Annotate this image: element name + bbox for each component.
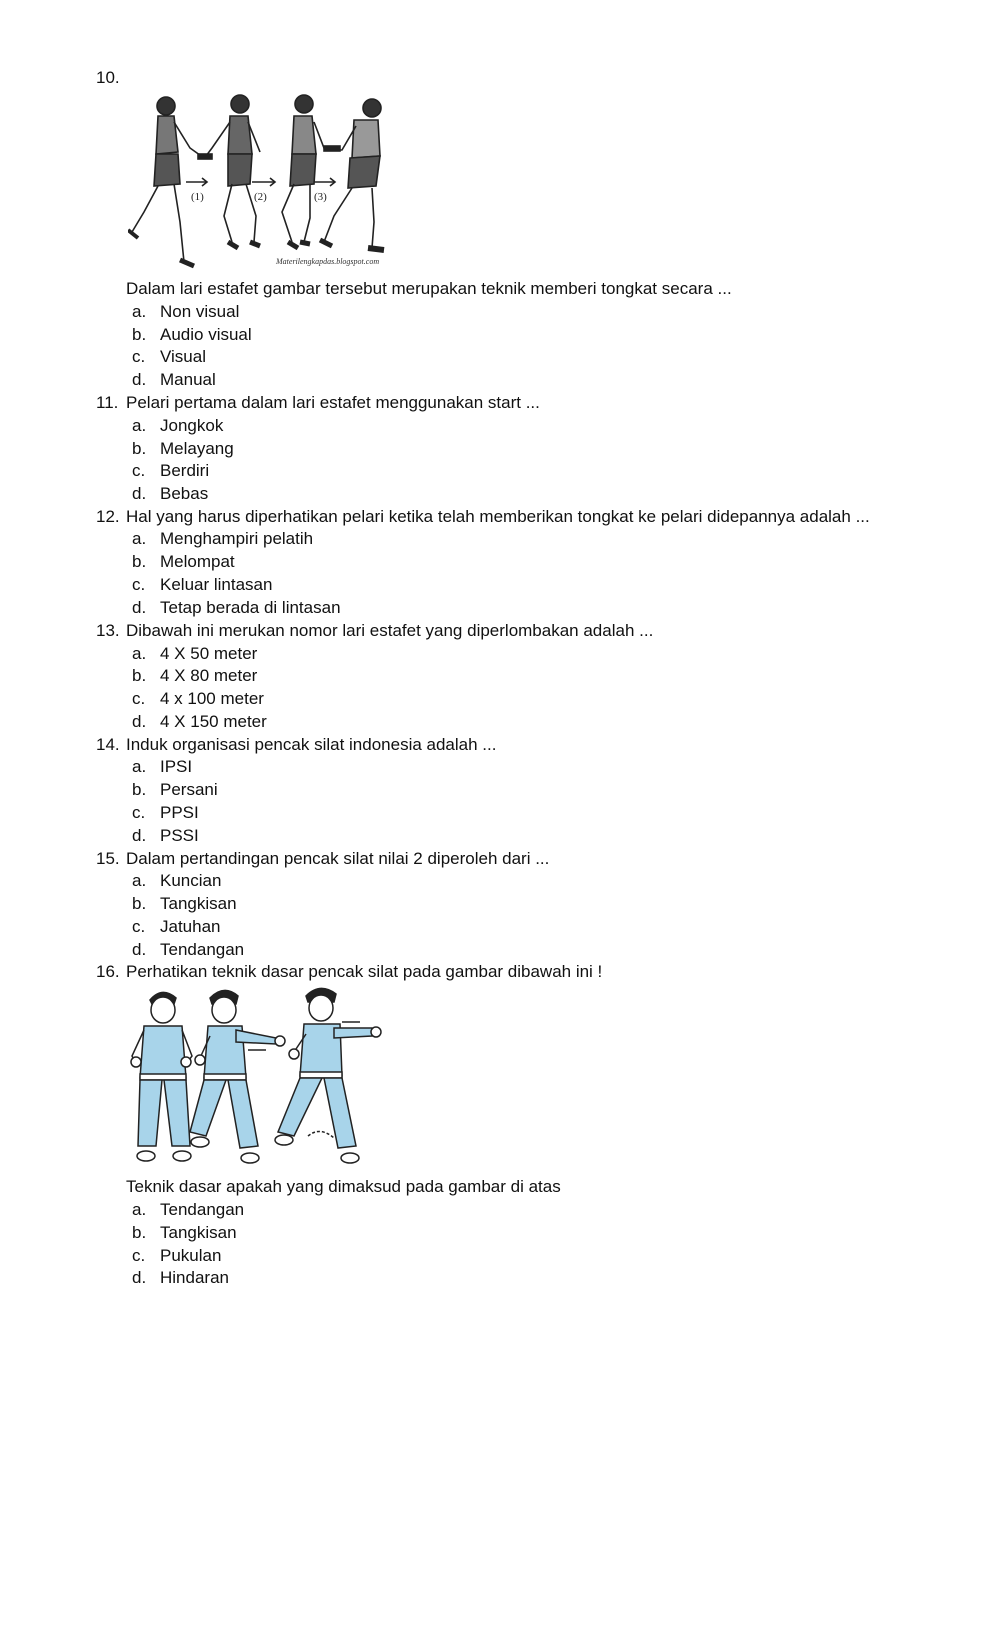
question-12-option-a[interactable] (132, 529, 313, 549)
option-letter: d. (132, 370, 147, 389)
question-14-option-c[interactable] (132, 803, 199, 823)
option-letter: c. (132, 803, 146, 822)
silat-fighter-2-figure (190, 990, 285, 1163)
question-11-option-a[interactable] (132, 416, 223, 436)
question-13-option-d[interactable] (132, 712, 267, 732)
question-10-text: Dalam lari estafet gambar tersebut merupakan teknik memberi tongkat secara ... (126, 279, 732, 298)
option-text: Pukulan (160, 1246, 222, 1265)
question-15-option-c[interactable] (132, 917, 221, 937)
question-11-option-b[interactable] (132, 439, 234, 459)
option-letter: b. (132, 552, 147, 571)
option-letter: d. (132, 598, 147, 617)
option-text: Keluar lintasan (160, 575, 273, 594)
question-16-option-b[interactable] (132, 1223, 237, 1243)
question-12-number: 12. (96, 507, 120, 526)
option-letter: d. (132, 712, 147, 731)
option-text: Tetap berada di lintasan (160, 598, 341, 617)
option-letter: b. (132, 666, 147, 685)
question-16-option-c[interactable] (132, 1246, 221, 1266)
option-text: Tangkisan (160, 894, 237, 913)
option-letter: b. (132, 894, 147, 913)
option-text: Manual (160, 370, 216, 389)
question-13-option-b[interactable] (132, 666, 257, 686)
option-text: Visual (160, 347, 206, 366)
question-15-number: 15. (96, 849, 120, 868)
option-text: Tangkisan (160, 1223, 237, 1242)
question-14-option-d[interactable] (132, 826, 199, 846)
question-15-option-b[interactable] (132, 894, 237, 914)
option-text: Hindaran (160, 1268, 229, 1287)
question-14-option-a[interactable] (132, 757, 192, 777)
option-text: Persani (160, 780, 218, 799)
option-letter: b. (132, 780, 147, 799)
option-letter: c. (132, 689, 146, 708)
option-text: Berdiri (160, 461, 210, 480)
option-text: 4 X 150 meter (160, 712, 267, 731)
option-text: PPSI (160, 803, 199, 822)
question-15-option-a[interactable] (132, 871, 221, 891)
question-12-option-c[interactable] (132, 575, 272, 595)
option-text: Melayang (160, 439, 234, 458)
question-12-option-b[interactable] (132, 552, 235, 572)
figure-watermark: Materilengkapdas.blogspot.com (276, 257, 380, 266)
option-letter: a. (132, 871, 147, 890)
question-13-text: Dibawah ini merukan nomor lari estafet yang diperlombakan adalah ... (126, 621, 654, 640)
option-letter: c. (132, 347, 146, 366)
silat-fighter-1-figure (131, 992, 192, 1161)
option-letter: d. (132, 940, 147, 959)
question-10-number: 10. (96, 68, 120, 87)
option-letter: a. (132, 529, 147, 548)
question-16-instruction: Teknik dasar apakah yang dimaksud pada gambar di atas (126, 1177, 561, 1196)
option-text: 4 x 100 meter (160, 689, 264, 708)
option-letter: a. (132, 757, 147, 776)
question-15-option-d[interactable] (132, 940, 244, 960)
option-letter: a. (132, 644, 147, 663)
runner-4-figure (320, 99, 384, 250)
question-10-option-d[interactable] (132, 370, 216, 390)
option-letter: a. (132, 302, 147, 321)
question-10-option-b[interactable] (132, 325, 252, 345)
question-16-number: 16. (96, 962, 120, 981)
question-14-option-b[interactable] (132, 780, 218, 800)
question-14-number: 14. (96, 735, 120, 754)
figure-label-1: (1) (191, 191, 204, 203)
question-13-number: 13. (96, 621, 120, 640)
question-11-option-c[interactable] (132, 461, 209, 481)
question-12-option-d[interactable] (132, 598, 341, 618)
relay-baton-exchange-figure (128, 92, 393, 278)
option-text: Tendangan (160, 1200, 245, 1219)
option-text: Jongkok (160, 416, 224, 435)
option-letter: b. (132, 325, 147, 344)
question-16-text: Perhatikan teknik dasar pencak silat pada gambar dibawah ini ! (126, 962, 603, 981)
option-text: IPSI (160, 757, 193, 776)
option-text: Menghampiri pelatih (160, 529, 314, 548)
option-letter: c. (132, 575, 146, 594)
pencak-silat-punch-figure (128, 986, 388, 1172)
option-text: Kuncian (160, 871, 222, 890)
question-16-option-d[interactable] (132, 1268, 229, 1288)
question-14-text: Induk organisasi pencak silat indonesia adalah ... (126, 735, 497, 754)
option-letter: c. (132, 461, 146, 480)
question-15-text: Dalam pertandingan pencak silat nilai 2 diperoleh dari ... (126, 849, 550, 868)
figure-label-2: (2) (254, 191, 267, 203)
option-text: Tendangan (160, 940, 245, 959)
question-11-text: Pelari pertama dalam lari estafet menggunakan start ... (126, 393, 540, 412)
question-13-option-c[interactable] (132, 689, 264, 709)
option-text: Jatuhan (160, 917, 221, 936)
question-11-number: 11. (96, 393, 119, 412)
question-13-option-a[interactable] (132, 644, 257, 664)
question-10-option-c[interactable] (132, 347, 206, 367)
option-letter: a. (132, 1200, 147, 1219)
question-16-option-a[interactable] (132, 1200, 244, 1220)
silat-fighter-3-figure (275, 988, 381, 1163)
option-letter: c. (132, 917, 146, 936)
option-letter: d. (132, 826, 147, 845)
option-letter: d. (132, 1268, 147, 1287)
option-text: Audio visual (160, 325, 252, 344)
question-10-option-a[interactable] (132, 302, 239, 322)
option-text: Melompat (160, 552, 235, 571)
option-letter: c. (132, 1246, 146, 1265)
question-12-text: Hal yang harus diperhatikan pelari ketika telah memberikan tongkat ke pelari didepannya adalah ... (126, 507, 870, 526)
option-letter: d. (132, 484, 147, 503)
option-text: PSSI (160, 826, 199, 845)
option-text: 4 X 50 meter (160, 644, 258, 663)
option-text: 4 X 80 meter (160, 666, 258, 685)
option-text: Bebas (160, 484, 209, 503)
option-text: Non visual (160, 302, 240, 321)
figure-label-3: (3) (314, 191, 327, 203)
option-letter: a. (132, 416, 147, 435)
option-letter: b. (132, 1223, 147, 1242)
runner-2-figure (206, 95, 260, 248)
option-letter: b. (132, 439, 147, 458)
question-11-option-d[interactable] (132, 484, 208, 504)
